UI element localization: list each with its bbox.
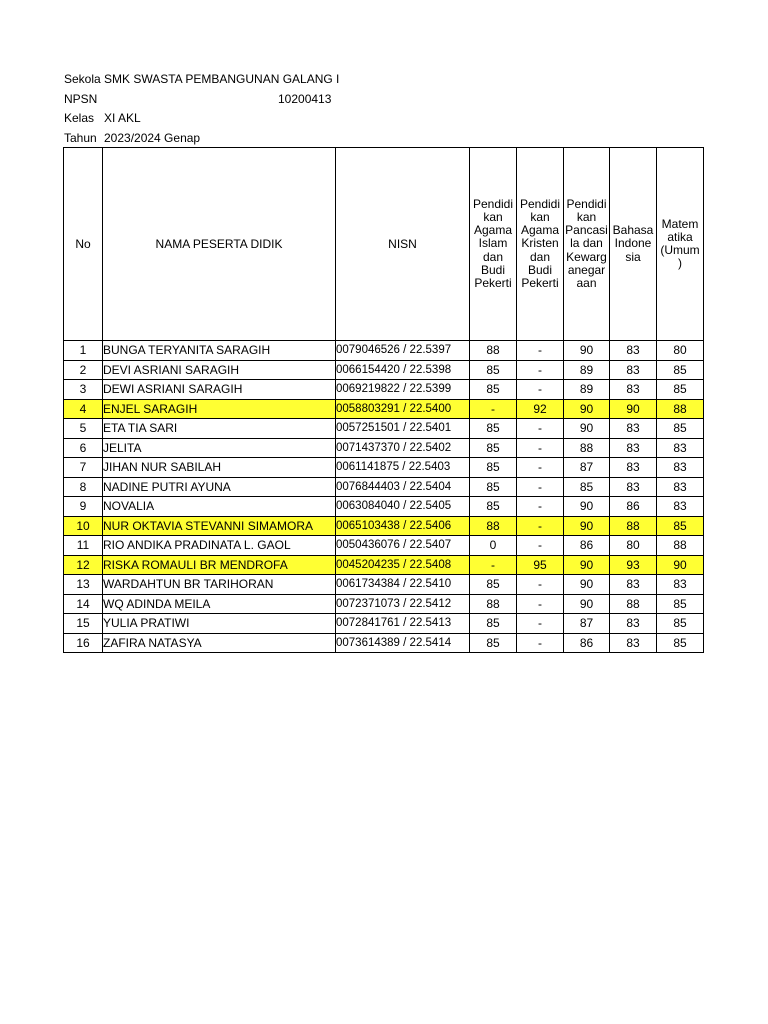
table-row — [64, 633, 704, 653]
cell-matematika: 83 — [657, 477, 704, 497]
cell-bahasa-indonesia: 86 — [610, 497, 657, 517]
table-row — [64, 438, 704, 458]
cell-matematika: 85 — [657, 614, 704, 634]
sekolah-label: Sekola — [64, 72, 101, 86]
cell-no: 4 — [64, 399, 103, 419]
cell-nama: JIHAN NUR SABILAH — [103, 458, 336, 478]
cell-nisn: 0058803291 / 22.5400 — [336, 399, 470, 419]
cell-bahasa-indonesia: 83 — [610, 341, 657, 361]
cell-nama: WARDAHTUN BR TARIHORAN — [103, 575, 336, 595]
cell-nama: RISKA ROMAULI BR MENDROFA — [103, 555, 336, 575]
cell-agama-kristen: - — [517, 438, 564, 458]
cell-nisn: 0072841761 / 22.5413 — [336, 614, 470, 634]
cell-no: 7 — [64, 458, 103, 478]
cell-bahasa-indonesia: 83 — [610, 458, 657, 478]
cell-agama-islam: 85 — [470, 477, 517, 497]
cell-pancasila: 89 — [564, 360, 610, 380]
npsn-value: 10200413 — [278, 91, 332, 106]
cell-bahasa-indonesia: 83 — [610, 575, 657, 595]
cell-agama-kristen: - — [517, 497, 564, 517]
cell-agama-islam: 85 — [470, 438, 517, 458]
cell-pancasila: 90 — [564, 516, 610, 536]
cell-bahasa-indonesia: 83 — [610, 614, 657, 634]
cell-pancasila: 90 — [564, 575, 610, 595]
cell-matematika: 83 — [657, 497, 704, 517]
cell-nisn: 0063084040 / 22.5405 — [336, 497, 470, 517]
cell-agama-kristen: - — [517, 458, 564, 478]
cell-nama: JELITA — [103, 438, 336, 458]
cell-agama-islam: 85 — [470, 633, 517, 653]
cell-agama-kristen: - — [517, 477, 564, 497]
cell-bahasa-indonesia: 93 — [610, 555, 657, 575]
cell-agama-kristen: - — [517, 516, 564, 536]
cell-nama: ETA TIA SARI — [103, 419, 336, 439]
table-row — [64, 536, 704, 556]
cell-agama-islam: 85 — [470, 458, 517, 478]
cell-nisn: 0045204235 / 22.5408 — [336, 555, 470, 575]
cell-pancasila: 90 — [564, 594, 610, 614]
sekolah-row — [64, 70, 339, 90]
cell-no: 11 — [64, 536, 103, 556]
table-body — [64, 341, 704, 653]
cell-agama-islam: 85 — [470, 614, 517, 634]
cell-nama: WQ ADINDA MEILA — [103, 594, 336, 614]
table-row — [64, 419, 704, 439]
cell-matematika: 83 — [657, 438, 704, 458]
cell-no: 12 — [64, 555, 103, 575]
cell-agama-islam: 88 — [470, 516, 517, 536]
cell-no: 8 — [64, 477, 103, 497]
cell-nisn: 0069219822 / 22.5399 — [336, 380, 470, 400]
cell-agama-islam: 85 — [470, 360, 517, 380]
cell-matematika: 90 — [657, 555, 704, 575]
tahun-label: Tahun — [64, 130, 97, 145]
cell-nisn: 0071437370 / 22.5402 — [336, 438, 470, 458]
cell-bahasa-indonesia: 88 — [610, 594, 657, 614]
col-header-agama-islam: Pendidi kan Agama Islam dan Budi Pekerti — [470, 148, 517, 341]
cell-pancasila: 87 — [564, 458, 610, 478]
col-header-nisn: NISN — [336, 148, 470, 341]
cell-no: 13 — [64, 575, 103, 595]
cell-agama-islam: 88 — [470, 594, 517, 614]
cell-no: 14 — [64, 594, 103, 614]
cell-agama-kristen: - — [517, 633, 564, 653]
cell-nama: ENJEL SARAGIH — [103, 399, 336, 419]
cell-pancasila: 90 — [564, 341, 610, 361]
cell-matematika: 83 — [657, 575, 704, 595]
table-row — [64, 516, 704, 536]
col-header-matematika: Matem atika (Umum ) — [657, 148, 704, 341]
cell-bahasa-indonesia: 83 — [610, 419, 657, 439]
npsn-row — [64, 90, 339, 110]
kelas-row — [64, 109, 339, 129]
cell-nisn: 0061734384 / 22.5410 — [336, 575, 470, 595]
cell-bahasa-indonesia: 83 — [610, 360, 657, 380]
tahun-value: 2023/2024 Genap — [104, 130, 201, 145]
kelas-label: Kelas — [64, 111, 95, 125]
cell-nama: BUNGA TERYANITA SARAGIH — [103, 341, 336, 361]
sekolah-value: SMK SWASTA PEMBANGUNAN GALANG I — [104, 72, 340, 86]
cell-matematika: 85 — [657, 380, 704, 400]
cell-no: 2 — [64, 360, 103, 380]
cell-pancasila: 90 — [564, 419, 610, 439]
cell-pancasila: 90 — [564, 497, 610, 517]
cell-pancasila: 86 — [564, 536, 610, 556]
cell-matematika: 88 — [657, 399, 704, 419]
table-row — [64, 555, 704, 575]
table-row — [64, 497, 704, 517]
cell-agama-kristen: - — [517, 380, 564, 400]
cell-matematika: 80 — [657, 341, 704, 361]
col-header-agama-kristen: Pendidi kan Agama Kristen dan Budi Pekerti — [517, 148, 564, 341]
cell-pancasila: 90 — [564, 555, 610, 575]
cell-no: 1 — [64, 341, 103, 361]
table-row — [64, 341, 704, 361]
cell-nisn: 0061141875 / 22.5403 — [336, 458, 470, 478]
table-row — [64, 575, 704, 595]
cell-nisn: 0050436076 / 22.5407 — [336, 536, 470, 556]
cell-matematika: 85 — [657, 360, 704, 380]
cell-agama-islam: 88 — [470, 341, 517, 361]
cell-matematika: 85 — [657, 516, 704, 536]
cell-nisn: 0057251501 / 22.5401 — [336, 419, 470, 439]
cell-nama: DEVI ASRIANI SARAGIH — [103, 360, 336, 380]
cell-agama-kristen: - — [517, 341, 564, 361]
cell-nama: RIO ANDIKA PRADINATA L. GAOL — [103, 536, 336, 556]
cell-agama-kristen: - — [517, 614, 564, 634]
cell-pancasila: 86 — [564, 633, 610, 653]
cell-no: 3 — [64, 380, 103, 400]
cell-matematika: 88 — [657, 536, 704, 556]
table-row — [64, 380, 704, 400]
cell-agama-kristen: - — [517, 575, 564, 595]
col-header-no: No — [64, 148, 103, 341]
table-row — [64, 399, 704, 419]
col-header-bahasa-indonesia: Bahasa Indone sia — [610, 148, 657, 341]
npsn-label: NPSN — [64, 91, 98, 106]
cell-matematika: 83 — [657, 458, 704, 478]
cell-agama-islam: 85 — [470, 419, 517, 439]
cell-bahasa-indonesia: 83 — [610, 477, 657, 497]
kelas-value: XI AKL — [104, 111, 141, 125]
cell-no: 16 — [64, 633, 103, 653]
cell-pancasila: 90 — [564, 399, 610, 419]
cell-no: 10 — [64, 516, 103, 536]
col-header-nama: NAMA PESERTA DIDIK — [103, 148, 336, 341]
table-row — [64, 360, 704, 380]
table-row — [64, 477, 704, 497]
cell-bahasa-indonesia: 88 — [610, 516, 657, 536]
cell-nama: DEWI ASRIANI SARAGIH — [103, 380, 336, 400]
cell-nama: ZAFIRA NATASYA — [103, 633, 336, 653]
cell-pancasila: 88 — [564, 438, 610, 458]
cell-nisn: 0079046526 / 22.5397 — [336, 341, 470, 361]
cell-nama: NUR OKTAVIA STEVANNI SIMAMORA — [103, 516, 336, 536]
cell-agama-kristen: - — [517, 594, 564, 614]
cell-pancasila: 87 — [564, 614, 610, 634]
cell-bahasa-indonesia: 83 — [610, 438, 657, 458]
cell-agama-islam: - — [470, 555, 517, 575]
cell-nisn: 0076844403 / 22.5404 — [336, 477, 470, 497]
cell-agama-islam: 85 — [470, 380, 517, 400]
cell-no: 6 — [64, 438, 103, 458]
cell-agama-islam: 85 — [470, 575, 517, 595]
table-row — [64, 614, 704, 634]
cell-bahasa-indonesia: 83 — [610, 380, 657, 400]
cell-agama-kristen: - — [517, 536, 564, 556]
table-header-row — [64, 148, 704, 341]
cell-nama: NOVALIA — [103, 497, 336, 517]
cell-matematika: 85 — [657, 633, 704, 653]
cell-no: 5 — [64, 419, 103, 439]
cell-nisn: 0066154420 / 22.5398 — [336, 360, 470, 380]
tahun-row — [64, 129, 339, 149]
cell-agama-islam: - — [470, 399, 517, 419]
cell-no: 9 — [64, 497, 103, 517]
grades-table — [63, 147, 704, 653]
cell-nama: YULIA PRATIWI — [103, 614, 336, 634]
cell-no: 15 — [64, 614, 103, 634]
cell-pancasila: 85 — [564, 477, 610, 497]
cell-agama-kristen: 92 — [517, 399, 564, 419]
document-header — [64, 70, 339, 148]
table-row — [64, 458, 704, 478]
cell-agama-kristen: - — [517, 419, 564, 439]
cell-bahasa-indonesia: 90 — [610, 399, 657, 419]
cell-agama-kristen: 95 — [517, 555, 564, 575]
cell-nisn: 0065103438 / 22.5406 — [336, 516, 470, 536]
cell-matematika: 85 — [657, 419, 704, 439]
cell-agama-islam: 0 — [470, 536, 517, 556]
cell-nisn: 0073614389 / 22.5414 — [336, 633, 470, 653]
cell-matematika: 85 — [657, 594, 704, 614]
cell-nama: NADINE PUTRI AYUNA — [103, 477, 336, 497]
cell-pancasila: 89 — [564, 380, 610, 400]
cell-agama-islam: 85 — [470, 497, 517, 517]
cell-bahasa-indonesia: 83 — [610, 633, 657, 653]
cell-agama-kristen: - — [517, 360, 564, 380]
cell-bahasa-indonesia: 80 — [610, 536, 657, 556]
col-header-pancasila: Pendidi kan Pancasi la dan Kewarg anegar aan — [564, 148, 610, 341]
table-row — [64, 594, 704, 614]
cell-nisn: 0072371073 / 22.5412 — [336, 594, 470, 614]
